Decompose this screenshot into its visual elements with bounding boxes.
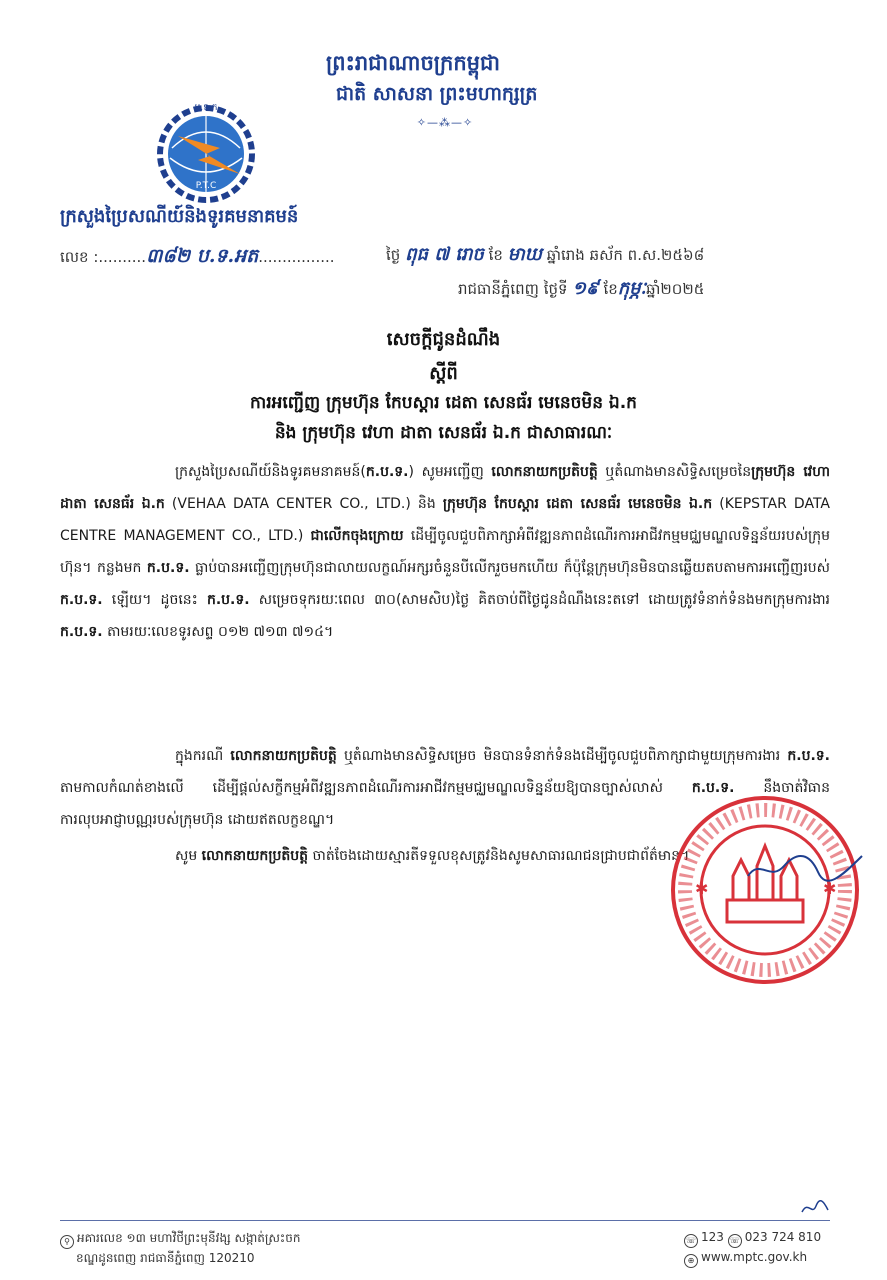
svg-text:✱: ✱ <box>823 879 837 898</box>
lunar-date <box>386 242 704 269</box>
footer-divider <box>60 1220 830 1221</box>
solar-date-prefix: រាជធានីភ្នំពេញ ថ្ងៃទី <box>458 280 568 298</box>
official-stamp <box>665 790 865 990</box>
body-paragraph-3: សូម លោកនាយកប្រតិបត្តិ ចាត់ចែងដោយស្មារតីទទួលខុសត្រូវនិងសូមសាធារណជនជ្រាបជាព័ត៌មាន។ <box>175 848 690 864</box>
lunar-year: ឆ្នាំរោង ឆស័ក ព.ស.២៥៦៨ <box>546 246 705 264</box>
reference-dots: .......... <box>98 248 147 266</box>
footer-phone: ☏ 123 ☏ 023 724 810 <box>684 1230 821 1248</box>
reference-line <box>60 244 335 272</box>
signature <box>740 848 870 888</box>
body-paragraph-1: ក្រសួងប្រៃសណីយ៍និងទូរគមនាគមន៍(ក.ប.ទ.) សូមអញ្ជើញ លោកនាយកប្រតិបត្តិ ឬតំណាងមានសិទ្ធិសម្រេចនៃក្រុមហ៊ុន វេហា ដាតា សេនធ័រ ឯ.ក (VEHAA DATA CENTER CO., LTD.) និង ក្រុមហ៊ុន កែបស្តារ ដេតា សេនធ័រ មេនេចមិន ឯ.ក (KEPSTAR DATA CENTRE MANAGEMENT CO., LTD.) ជាលើកចុងក្រោយ ដើម្បីចូលជួបពិភាក្សាអំពីវឌ្ឍនភាពដំណើរការអាជីវកម្មមជ្ឈមណ្ឌលទិន្នន័យរបស់ក្រុមហ៊ុន។ កន្លងមក ក.ប.ទ. ធ្លាប់បានអញ្ជើញក្រុមហ៊ុនជាលាយលក្ខណ៍អក្សរចំនួនបីលើករួចមកហើយ ក៏ប៉ុន្តែក្រុមហ៊ុនមិនបានឆ្លើយតបតាមការអញ្ជើញរបស់ ក.ប.ទ. ឡើយ។ ដូចនេះ ក.ប.ទ. សម្រេចទុករយៈពេល ៣០(សាមសិប)ថ្ងៃ គិតចាប់ពីថ្ងៃជូនដំណឹងនេះតទៅ ដោយត្រូវទំនាក់ទំនងមកក្រុមការងារ ក.ប.ទ. តាមរយៈលេខទូរសព្ទ ០១២ ៧១៣ ៧១៤។ <box>60 464 831 640</box>
solar-year: ឆ្នាំ២០២៥ <box>646 280 705 298</box>
phone-icon: ☏ <box>684 1234 698 1248</box>
header-ornament: ✧—⁂—✧ <box>416 116 474 129</box>
lunar-day: ពុធ ៧ រោច <box>405 244 484 265</box>
reference-number: ៣៨២ ប.ទ.អត <box>146 245 259 267</box>
body-paragraph-2: ក្នុងករណី លោកនាយកប្រតិបត្តិ ឬតំណាងមានសិទ្ធិសម្រេច មិនបានទំនាក់ទំនងដើម្បីចូលជួបពិភាក្សាជាមួយក្រុមការងារ ក.ប.ទ. តាមកាលកំណត់ខាងលើ ដើម្បីផ្តល់សក្ខីកម្មអំពីវឌ្ឍនភាពដំណើរការអាជីវកម្មមជ្ឈមណ្ឌលទិន្នន័យឱ្យបានច្បាស់លាស់ ក.ប.ទ. នឹងចាត់វិធានការលុបអាជ្ញាបណ្ណរបស់ក្រុមហ៊ុន ដោយឥតលក្ខខណ្ឌ។ <box>60 748 830 828</box>
svg-text:P.T.C: P.T.C <box>195 181 217 191</box>
ministry-name: ក្រសួងប្រៃសណីយ៍និងទូរគមនាគមន៍ <box>60 206 299 227</box>
location-pin-icon: ⚲ <box>60 1235 74 1249</box>
notice-title: សេចក្តីជូនដំណឹង <box>386 329 501 350</box>
solar-day: ១៩ <box>572 278 599 299</box>
footer-address-line2: ខណ្ឌដូនពេញ រាជធានីភ្នំពេញ 120210 <box>76 1251 255 1265</box>
solar-month-label: ខែ <box>603 280 618 298</box>
lunar-month-label: ខែ <box>488 246 503 264</box>
phone-icon: ☏ <box>728 1234 742 1248</box>
notice-subject-line2: និង ក្រុមហ៊ុន វេហា ដាតា សេនធ័រ ឯ.ក ជាសាធារណៈ <box>274 423 613 443</box>
ministry-logo <box>148 96 278 206</box>
lunar-date-prefix: ថ្ងៃ <box>386 246 401 264</box>
notice-subject-line1: ការអញ្ជើញ ក្រុមហ៊ុន កែបស្តារ ដេតា សេនធ័រ មេនេចមិន ឯ.ក <box>250 393 637 413</box>
footer-website[interactable]: ⊕ www.mptc.gov.kh <box>684 1250 807 1268</box>
svg-text:ប.ទ.ក: ប.ទ.ក <box>194 103 218 113</box>
reference-dots: ................ <box>258 248 335 266</box>
solar-date <box>458 276 704 303</box>
kingdom-title: ព្រះរាជាណាចក្រកម្ពុជា <box>326 51 501 75</box>
svg-text:✱: ✱ <box>695 879 709 898</box>
globe-icon: ⊕ <box>684 1254 698 1268</box>
lunar-month: មាឃ <box>507 244 542 265</box>
notice-subtitle: ស្តីពី <box>429 363 458 384</box>
solar-month: កុម្ភៈ <box>617 278 647 299</box>
footer-address-line1: ⚲ អគារលេខ ១៣ មហាវិថីព្រះមុនីវង្ស សង្កាត់ស្រះចក <box>60 1230 300 1249</box>
reference-label: លេខ : <box>60 248 99 266</box>
initial-mark <box>800 1198 830 1218</box>
national-motto: ជាតិ សាសនា ព្រះមហាក្សត្រ <box>336 83 538 105</box>
